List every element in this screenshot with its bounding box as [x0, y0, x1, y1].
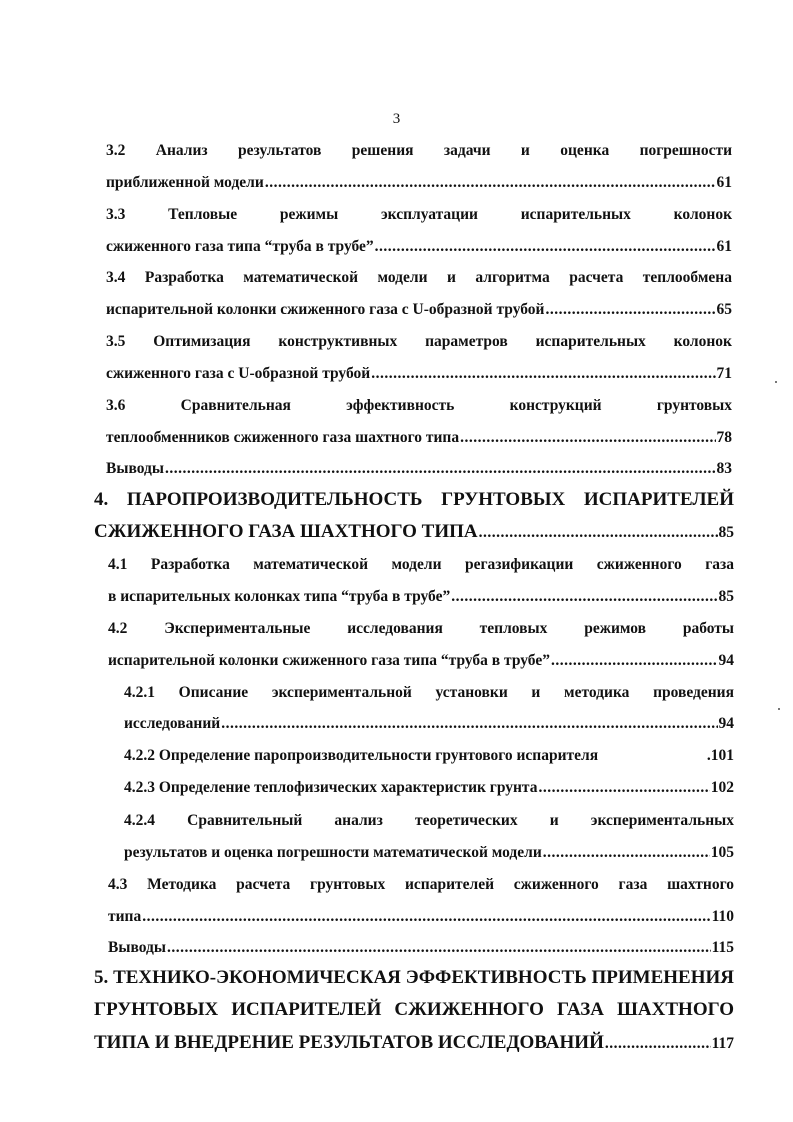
dot-leader: [371, 363, 715, 385]
toc-chapter-4-page: 85: [718, 524, 734, 541]
toc-chapter-5-line1: 5. ТЕХНИКО-ЭКОНОМИЧЕСКАЯ ЭФФЕКТИВНОСТЬ ПРИМЕНЕНИЯ: [94, 967, 734, 988]
dot-leader: [605, 1031, 711, 1057]
toc-entry-4-2-line1: 4.2 Экспериментальные исследования тепловых режимов работы: [108, 620, 734, 637]
toc-entry-3-3-line1: 3.3 Тепловые режимы эксплуатации испарительных колонок: [106, 206, 732, 223]
toc-entry-4-2-3: [124, 777, 734, 799]
toc-entry-4-1-line1: 4.1 Разработка математической модели регазификации сжиженного газа: [108, 556, 734, 573]
toc-entry-3-2-line1: 3.2 Анализ результатов решения задачи и оценка погрешности: [106, 142, 732, 159]
toc-entry-3-6-line1: 3.6 Сравнительная эффективность конструкций грунтовых: [106, 397, 732, 414]
toc-entry-conclusions-3: [106, 458, 732, 480]
toc-entry-4-2-1: [124, 713, 734, 735]
dot-leader: [221, 713, 717, 735]
dot-leader: [142, 906, 710, 928]
toc-entry-4-3-line1: 4.3 Методика расчета грунтовых испарителей сжиженного газа шахтного: [108, 876, 734, 893]
toc-entry-4-2-4: [124, 842, 734, 864]
scan-speck: [778, 708, 780, 710]
dot-leader: [265, 172, 716, 194]
toc-chapter-4: [94, 519, 734, 545]
dot-leader: [479, 520, 718, 546]
dot-leader: [165, 458, 716, 480]
toc-chapter-5: [94, 1030, 734, 1056]
toc-entry-4-3-line2: типа: [108, 908, 142, 925]
toc-entry-4-2-4-line2: результатов и оценка погрешности математической модели: [124, 844, 542, 861]
toc-entry-conclusions-3-title: Выводы: [106, 460, 164, 477]
toc-entry-3-3-line2: сжиженного газа типа “труба в трубе”: [106, 238, 374, 255]
toc-entry-3-5-page: 71: [716, 365, 732, 382]
toc-entry-3-4-line2: испарительной колонки сжиженного газа с U-образной трубой: [106, 301, 545, 318]
toc-entry-3-4-page: 65: [716, 301, 732, 318]
toc-entry-3-6-page: 78: [716, 429, 732, 446]
toc-entry-4-3: [108, 906, 734, 928]
page-number: 3: [392, 111, 401, 127]
toc-entry-conclusions-4-page: 115: [711, 939, 734, 956]
toc-entry-4-1-line2: в испарительных колонках типа “труба в трубе”: [108, 588, 451, 605]
toc-chapter-4-line1: 4. ПАРОПРОИЗВОДИТЕЛЬНОСТЬ ГРУНТОВЫХ ИСПАРИТЕЛЕЙ: [94, 489, 734, 510]
dot-leader: [375, 236, 716, 258]
toc-entry-3-4: [106, 299, 732, 321]
dot-leader: [543, 842, 710, 864]
toc-entry-4-2-2: [124, 745, 734, 767]
toc-entry-3-5-line1: 3.5 Оптимизация конструктивных параметров испарительных колонок: [106, 333, 732, 350]
toc-entry-4-2-line2: испарительной колонки сжиженного газа типа “труба в трубе”: [108, 652, 550, 669]
toc-entry-4-2-2-title: 4.2.2 Определение паропроизводительности грунтового испарителя: [124, 747, 599, 764]
toc-entry-4-3-page: 110: [711, 908, 734, 925]
toc-entry-3-5-line2: сжиженного газа с U-образной трубой: [106, 365, 371, 382]
dot-leader: [460, 427, 715, 449]
dot-leader: [539, 777, 710, 799]
toc-entry-3-2-page: 61: [716, 174, 732, 191]
toc-entry-conclusions-4: [108, 937, 734, 959]
toc-entry-3-2: [106, 172, 732, 194]
toc-entry-3-6-line2: теплообменников сжиженного газа шахтного типа: [106, 429, 460, 446]
toc-chapter-5-line2: ГРУНТОВЫХ ИСПАРИТЕЛЕЙ СЖИЖЕННОГО ГАЗА ШАХТНОГО: [94, 999, 734, 1020]
dot-leader: [451, 586, 717, 608]
toc-entry-conclusions-4-title: Выводы: [108, 939, 166, 956]
toc-entry-4-2-3-page: 102: [710, 779, 734, 796]
toc-entry-3-2-line2: приближенной модели: [106, 174, 264, 191]
toc-entry-3-4-line1: 3.4 Разработка математической модели и алгоритма расчета теплообмена: [106, 269, 732, 286]
toc-entry-4-1-page: 85: [718, 588, 734, 605]
dot-leader: [551, 650, 718, 672]
toc-entry-3-3: [106, 236, 732, 258]
toc-entry-4-1: [108, 586, 734, 608]
toc-entry-4-2-1-page: 94: [718, 715, 734, 732]
dot-leader: [167, 937, 711, 959]
toc-entry-4-2-4-line1: 4.2.4 Сравнительный анализ теоретических и экспериментальных: [124, 812, 734, 829]
toc-entry-4-2-2-page: .101: [706, 747, 734, 764]
toc-entry-3-5: [106, 363, 732, 385]
scan-speck: [775, 381, 777, 383]
toc-chapter-5-line3: ТИПА И ВНЕДРЕНИЕ РЕЗУЛЬТАТОВ ИССЛЕДОВАНИЙ: [94, 1032, 604, 1053]
toc-entry-conclusions-3-page: 83: [716, 460, 732, 477]
toc-entry-4-2-3-title: 4.2.3 Определение теплофизических характеристик грунта: [124, 779, 538, 796]
toc-entry-4-2-1-line1: 4.2.1 Описание экспериментальной установки и методика проведения: [124, 684, 734, 701]
toc-chapter-5-page: 117: [711, 1035, 734, 1052]
toc-entry-3-3-page: 61: [716, 238, 732, 255]
toc-entry-3-6: [106, 427, 732, 449]
toc-entry-4-2-page: 94: [718, 652, 734, 669]
toc-entry-4-2-4-page: 105: [710, 844, 734, 861]
dot-leader: [545, 299, 715, 321]
toc-chapter-4-line2: СЖИЖЕННОГО ГАЗА ШАХТНОГО ТИПА: [94, 521, 478, 542]
toc-entry-4-2-1-line2: исследований: [124, 715, 221, 732]
toc-entry-4-2: [108, 650, 734, 672]
